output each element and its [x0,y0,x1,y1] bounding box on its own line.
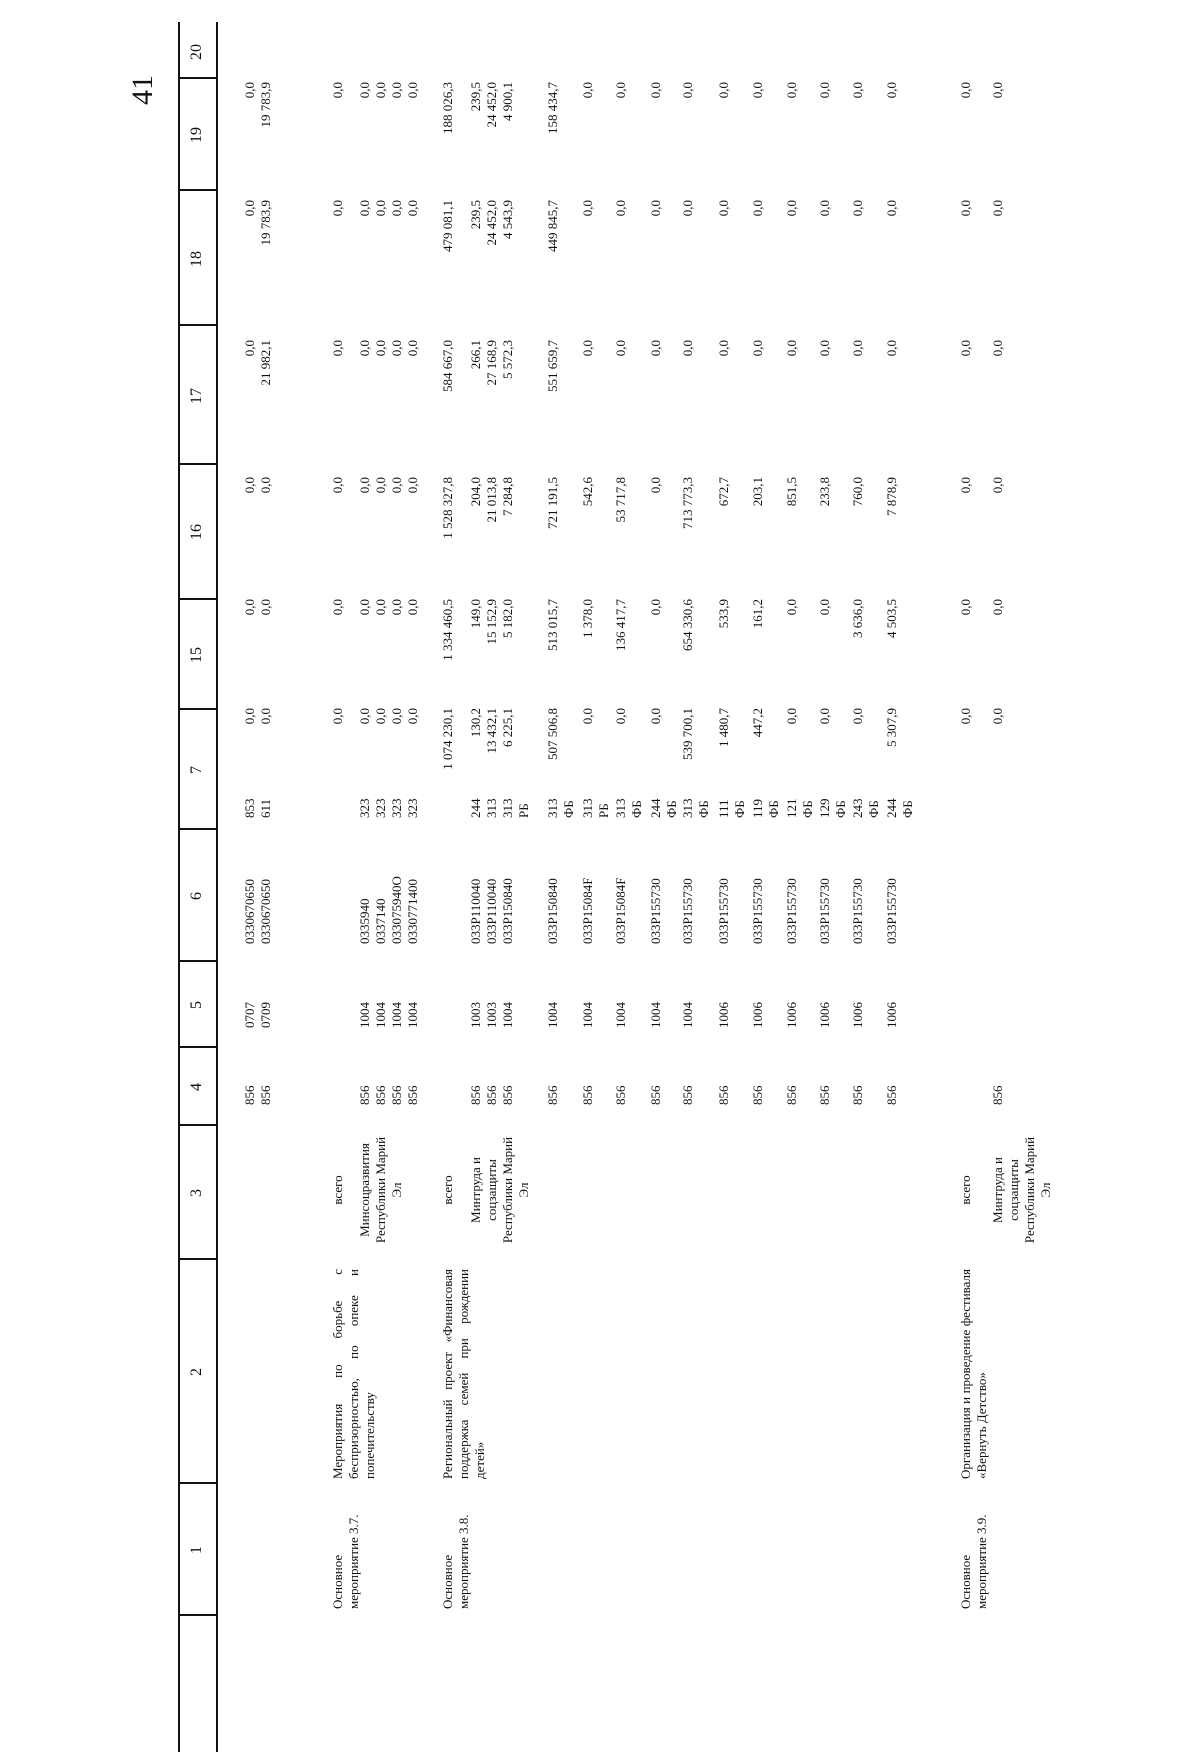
cell-c19: 0,0 [784,200,799,217]
cell-c15: 0,0 [580,708,595,725]
cell-c20: 188 026,3 [440,82,455,134]
cell-c4: 856 [784,1085,799,1105]
cell-c5: 1006 [716,1002,731,1028]
cell-c16: 161,2 [750,599,765,629]
cell-c20: 158 434,7 [545,82,560,134]
cell-c5: 1006 [784,1002,799,1028]
cell-c17: 760,0 [850,477,865,507]
column-divider [178,1259,216,1261]
cell-c18: 551 659,7 [545,340,560,392]
cell-c7: 313 [680,798,695,818]
cell-c17: 542,6 [580,477,595,507]
cell-c19: 239,5 [468,200,483,230]
cell-c16: 0,0 [258,599,273,616]
cell-c20: 0,0 [784,82,799,99]
cell-c18: 584 667,0 [440,340,455,392]
cell-c20: 0,0 [817,82,832,99]
cell-c18: 5 572,3 [500,340,515,379]
cell-c7: ФБ [664,800,679,818]
cell-c4: 856 [817,1085,832,1105]
cell-c7: 323 [405,798,420,818]
cell-c5: 1004 [680,1002,695,1028]
measure-name: Региональный проект «Финансовая поддержка семей при рождении детей» [440,1269,487,1479]
cell-c16: 4 503,5 [884,599,899,638]
cell-c18: 0,0 [750,340,765,357]
cell-c19: 0,0 [580,200,595,217]
cell-c19: 0,0 [330,200,345,217]
cell-c19: 0,0 [884,200,899,217]
cell-c4: 856 [613,1085,628,1105]
column-header: 2 [188,1368,205,1376]
column-header: 19 [188,127,205,143]
cell-c7: 244 [884,798,899,818]
cell-c20: 0,0 [680,82,695,99]
cell-c20: 0,0 [750,82,765,99]
cell-c4: 856 [258,1085,273,1105]
cell-c7: 111 [716,799,731,818]
cell-c6: 0330771400 [405,879,420,944]
cell-c15: 1 480,7 [716,708,731,747]
cell-c7: ФБ [866,800,881,818]
cell-c5: 1004 [500,1002,515,1028]
cell-c6: 033075940O [389,876,404,944]
cell-c6: 033P110040 [484,878,499,944]
cell-c7: 313 [545,798,560,818]
column-header: 3 [188,1189,205,1197]
cell-c19: 0,0 [716,200,731,217]
column-divider [178,190,216,192]
cell-c17: 0,0 [330,477,345,494]
cell-c5: 1004 [357,1002,372,1028]
cell-c7: ФБ [629,800,644,818]
cell-c15: 130,2 [468,708,483,738]
cell-c5: 1003 [484,1002,499,1028]
cell-c5: 1006 [750,1002,765,1028]
cell-c6: 033P155730 [648,878,663,944]
header-bottom-border [216,22,218,1752]
cell-c16: 15 152,9 [484,599,499,645]
cell-c19: 0,0 [990,200,1005,217]
cell-c20: 0,0 [389,82,404,99]
cell-c15: 0,0 [784,708,799,725]
cell-c17: 851,5 [784,477,799,507]
cell-c7: ФБ [833,800,848,818]
cell-c18: 0,0 [884,340,899,357]
cell-c19: 0,0 [958,200,973,217]
cell-c15: 1 074 230,1 [440,708,455,770]
cell-c18: 0,0 [680,340,695,357]
cell-c7: ФБ [561,800,576,818]
cell-c17: 721 191,5 [545,477,560,529]
cell-c18: 0,0 [716,340,731,357]
cell-c7: 313 [613,798,628,818]
cell-c20: 0,0 [958,82,973,99]
cell-c20: 0,0 [648,82,663,99]
cell-c18: 0,0 [580,340,595,357]
cell-c16: 0,0 [389,599,404,616]
cell-c19: 0,0 [850,200,865,217]
cell-c17: 0,0 [958,477,973,494]
cell-c15: 0,0 [613,708,628,725]
table-top-border [178,22,180,1752]
cell-c19: 0,0 [680,200,695,217]
cell-c15: 0,0 [389,708,404,725]
column-header: 5 [188,1001,205,1009]
cell-c5: 1004 [648,1002,663,1028]
cell-c18: 0,0 [784,340,799,357]
cell-c17: 53 717,8 [613,477,628,523]
cell-c19: 0,0 [817,200,832,217]
cell-c16: 0,0 [242,599,257,616]
cell-c6: 033P155730 [850,878,865,944]
cell-c16: 0,0 [817,599,832,616]
column-divider [178,709,216,711]
cell-c7: 323 [357,798,372,818]
cell-c7: РБ [516,803,531,818]
cell-c15: 0,0 [242,708,257,725]
column-divider [178,1047,216,1049]
cell-c19: 0,0 [373,200,388,217]
cell-c17: 21 013,8 [484,477,499,523]
measure-number: Основное мероприятие 3.9. [958,1514,989,1609]
column-header: 7 [188,766,205,774]
cell-c7: 119 [750,798,765,818]
cell-c15: 0,0 [357,708,372,725]
cell-c6: 033P155730 [716,878,731,944]
cell-c7: 323 [373,798,388,818]
cell-c18: 21 982,1 [258,340,273,386]
cell-c16: 654 330,6 [680,599,695,651]
cell-c6: 033P155730 [750,878,765,944]
cell-c20: 0,0 [884,82,899,99]
cell-c17: 0,0 [258,477,273,494]
cell-c6: 0335940 [357,898,372,944]
cell-c15: 0,0 [817,708,832,725]
cell-c7: 313 [484,798,499,818]
cell-c17: 713 773,3 [680,477,695,529]
cell-c15: 0,0 [958,708,973,725]
cell-c6: 033P155730 [817,878,832,944]
cell-c18: 0,0 [648,340,663,357]
cell-c20: 19 783,9 [258,82,273,128]
cell-c4: 856 [389,1085,404,1105]
cell-c6: 0330670650 [258,879,273,944]
cell-c19: 449 845,7 [545,200,560,252]
cell-c19: 479 081,1 [440,200,455,252]
column-divider [178,961,216,963]
cell-c19: 19 783,9 [258,200,273,246]
cell-c18: 0,0 [850,340,865,357]
cell-c6: 033P155730 [680,878,695,944]
cell-c15: 0,0 [258,708,273,725]
cell-c15: 0,0 [373,708,388,725]
cell-c7: ФБ [696,800,711,818]
cell-c16: 0,0 [357,599,372,616]
cell-c7: 313 [500,798,515,818]
cell-c18: 0,0 [958,340,973,357]
cell-c5: 1004 [405,1002,420,1028]
cell-c15: 5 307,9 [884,708,899,747]
cell-c4: 856 [716,1085,731,1105]
cell-c6: 033P150840 [500,878,515,944]
column-divider [178,325,216,327]
cell-c15: 0,0 [850,708,865,725]
cell-c17: 1 528 327,8 [440,477,455,539]
column-divider [178,1615,216,1617]
cell-c17: 204,0 [468,477,483,507]
cell-c18: 0,0 [817,340,832,357]
cell-c17: 0,0 [242,477,257,494]
cell-c7: ФБ [900,800,915,818]
cell-c16: 1 334 460,5 [440,599,455,661]
cell-c4: 856 [750,1085,765,1105]
cell-c4: 856 [545,1085,560,1105]
cell-c5: 1004 [580,1002,595,1028]
cell-c17: 0,0 [990,477,1005,494]
measure-name: Организация и проведение фестиваля «Вернуть Детство» [958,1269,989,1479]
cell-c20: 4 900,1 [500,82,515,121]
cell-c18: 0,0 [330,340,345,357]
cell-c18: 27 168,9 [484,340,499,386]
cell-c19: 0,0 [405,200,420,217]
cell-c4: 856 [680,1085,695,1105]
cell-c7: 323 [389,798,404,818]
cell-c20: 0,0 [405,82,420,99]
cell-c15: 13 432,1 [484,708,499,754]
cell-c17: 0,0 [373,477,388,494]
cell-c7: 244 [468,798,483,818]
executor: Минтруда и соцзащиты Республики Марий Эл [990,1136,1053,1244]
cell-c16: 3 636,0 [850,599,865,638]
cell-c5: 1004 [389,1002,404,1028]
cell-c6: 033P155730 [884,878,899,944]
cell-c18: 0,0 [990,340,1005,357]
cell-c6: 0337140 [373,898,388,944]
cell-c15: 0,0 [648,708,663,725]
cell-c18: 0,0 [389,340,404,357]
cell-c4: 856 [242,1085,257,1105]
cell-c16: 0,0 [373,599,388,616]
executor: всего [958,1175,973,1205]
cell-c5: 1004 [613,1002,628,1028]
column-header: 17 [188,388,205,404]
cell-c6: 033P15084F [580,877,595,944]
cell-c4: 856 [373,1085,388,1105]
cell-c7: РБ [596,803,611,818]
cell-c20: 0,0 [373,82,388,99]
cell-c19: 4 543,9 [500,200,515,239]
cell-c17: 203,1 [750,477,765,507]
cell-c19: 0,0 [389,200,404,217]
cell-c18: 0,0 [613,340,628,357]
cell-c20: 24 452,0 [484,82,499,128]
cell-c16: 533,9 [716,599,731,629]
column-header: 20 [188,44,205,60]
cell-c17: 7 878,9 [884,477,899,516]
column-divider [178,78,216,80]
column-header: 18 [188,251,205,267]
column-divider [178,464,216,466]
cell-c5: 1006 [850,1002,865,1028]
cell-c15: 507 506,8 [545,708,560,760]
cell-c18: 0,0 [373,340,388,357]
cell-c19: 24 452,0 [484,200,499,246]
column-divider [178,599,216,601]
cell-c15: 0,0 [405,708,420,725]
cell-c7: 313 [580,798,595,818]
cell-c16: 0,0 [648,599,663,616]
cell-c7: 244 [648,798,663,818]
column-header: 4 [188,1083,205,1091]
cell-c20: 0,0 [613,82,628,99]
cell-c4: 856 [648,1085,663,1105]
column-header: 15 [188,647,205,663]
cell-c7: 121 [784,798,799,818]
cell-c6: 033P150840 [545,878,560,944]
cell-c4: 856 [357,1085,372,1105]
cell-c15: 0,0 [330,708,345,725]
cell-c18: 0,0 [357,340,372,357]
cell-c7: 243 [850,798,865,818]
cell-c16: 0,0 [958,599,973,616]
cell-c17: 0,0 [648,477,663,494]
cell-c19: 0,0 [357,200,372,217]
column-header: 16 [188,524,205,540]
cell-c16: 0,0 [330,599,345,616]
cell-c7: 129 [817,798,832,818]
executor: всего [330,1175,345,1205]
cell-c17: 7 284,8 [500,477,515,516]
cell-c5: 1004 [373,1002,388,1028]
cell-c7: ФБ [800,800,815,818]
cell-c18: 266,1 [468,340,483,370]
cell-c7: 611 [258,798,273,818]
column-divider [178,829,216,831]
cell-c6: 033P110040 [468,878,483,944]
cell-c17: 0,0 [405,477,420,494]
cell-c6: 033P155730 [784,878,799,944]
cell-c16: 136 417,7 [613,599,628,651]
cell-c5: 1003 [468,1002,483,1028]
cell-c6: 0330670650 [242,879,257,944]
cell-c20: 0,0 [242,82,257,99]
cell-c6: 033P15084F [613,877,628,944]
cell-c16: 0,0 [990,599,1005,616]
cell-c5: 1004 [545,1002,560,1028]
cell-c4: 856 [468,1085,483,1105]
cell-c15: 0,0 [990,708,1005,725]
cell-c16: 513 015,7 [545,599,560,651]
cell-c7: ФБ [732,800,747,818]
cell-c7: ФБ [766,800,781,818]
cell-c16: 1 378,0 [580,599,595,638]
executor: всего [440,1175,455,1205]
column-divider [178,1483,216,1485]
cell-c20: 0,0 [990,82,1005,99]
cell-c19: 0,0 [242,200,257,217]
cell-c4: 856 [500,1085,515,1105]
cell-c15: 447,2 [750,708,765,738]
cell-c16: 149,0 [468,599,483,629]
cell-c19: 0,0 [648,200,663,217]
cell-c18: 0,0 [405,340,420,357]
cell-c4: 856 [990,1085,1005,1105]
column-divider [178,1125,216,1127]
measure-number: Основное мероприятие 3.7. [330,1514,361,1609]
cell-c19: 0,0 [750,200,765,217]
cell-c4: 856 [580,1085,595,1105]
executor: Минсоцразвития Республики Марий Эл [357,1136,404,1244]
cell-c20: 0,0 [580,82,595,99]
column-header: 6 [188,892,205,900]
executor: Минтруда и соцзащиты Республики Марий Эл [468,1136,531,1244]
cell-c20: 239,5 [468,82,483,112]
cell-c19: 0,0 [613,200,628,217]
column-header: 1 [188,1546,205,1554]
page-number: 41 [126,75,159,105]
cell-c17: 0,0 [389,477,404,494]
cell-c4: 856 [405,1085,420,1105]
cell-c17: 672,7 [716,477,731,507]
cell-c5: 1006 [817,1002,832,1028]
measure-name: Мероприятия по борьбе с беспризорностью, по опеке и попечительству [330,1269,377,1479]
cell-c5: 1006 [884,1002,899,1028]
cell-c18: 0,0 [242,340,257,357]
cell-c4: 856 [484,1085,499,1105]
cell-c15: 6 225,1 [500,708,515,747]
cell-c20: 0,0 [850,82,865,99]
cell-c20: 0,0 [357,82,372,99]
cell-c5: 0707 [242,1002,257,1028]
cell-c15: 539 700,1 [680,708,695,760]
cell-c16: 0,0 [405,599,420,616]
cell-c4: 856 [850,1085,865,1105]
cell-c17: 0,0 [357,477,372,494]
cell-c20: 0,0 [716,82,731,99]
cell-c16: 0,0 [784,599,799,616]
cell-c20: 0,0 [330,82,345,99]
cell-c5: 0709 [258,1002,273,1028]
cell-c7: 853 [242,798,257,818]
cell-c16: 5 182,0 [500,599,515,638]
cell-c17: 233,8 [817,477,832,507]
measure-number: Основное мероприятие 3.8. [440,1514,471,1609]
cell-c4: 856 [884,1085,899,1105]
